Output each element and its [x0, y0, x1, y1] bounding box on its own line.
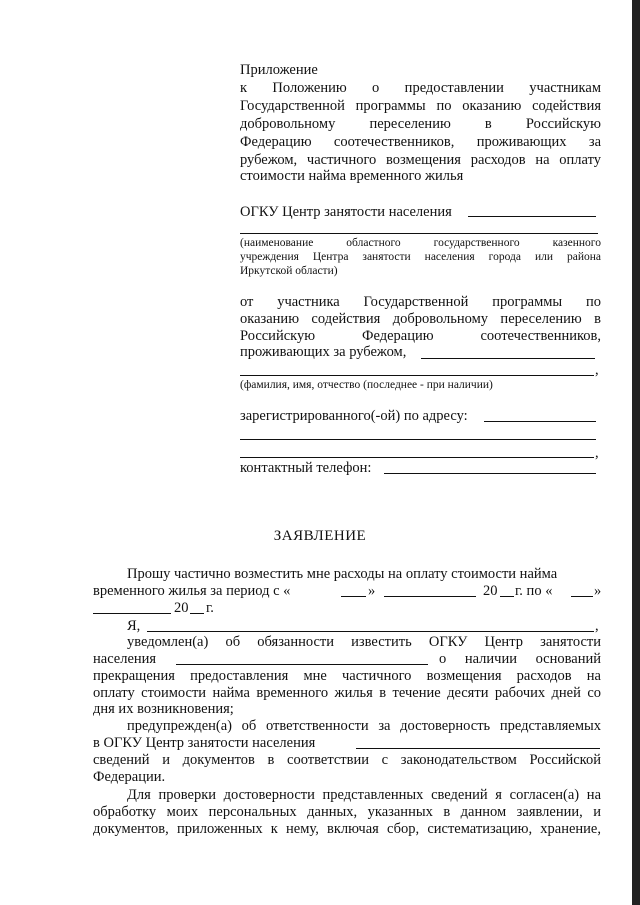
- year-prefix: 20: [483, 583, 498, 599]
- appendix-line: к Положению о предоставлении участникам: [240, 80, 601, 96]
- address-blank-3[interactable]: [240, 457, 594, 458]
- notified-line: оплату стоимости найма временного жилья в течение десяти рабочих дней со: [93, 685, 601, 701]
- center-blank-2[interactable]: [356, 748, 600, 749]
- notified-line: уведомлен(а) об обязанности известить ОГКУ Центр занятости: [127, 634, 601, 650]
- appendix-line: добровольному переселению в Российскую: [240, 116, 601, 132]
- appendix-line: Государственной программы по оказанию содействия: [240, 98, 601, 114]
- addressee-note: Иркутской области): [240, 265, 338, 277]
- document-title: ЗАЯВЛЕНИЕ: [273, 528, 367, 544]
- addressee-note: учреждения Центра занятости населения города или района: [240, 251, 601, 263]
- consent-line: Для проверки достоверности представленных сведений я согласен(а) на: [127, 787, 601, 803]
- address-label: зарегистрированного(-ой) по адресу:: [240, 408, 468, 424]
- warned-line: предупрежден(а) об ответственности за достоверность представляемых: [127, 718, 601, 734]
- addressee-note: (наименование областного государственного казенного: [240, 237, 601, 249]
- phone-blank[interactable]: [384, 473, 596, 474]
- start-day-blank[interactable]: [341, 596, 366, 597]
- fio-comma: ,: [595, 362, 599, 378]
- fio-blank-1[interactable]: [421, 358, 595, 359]
- from-line: проживающих за рубежом,: [240, 344, 407, 360]
- end-day-blank[interactable]: [571, 596, 593, 597]
- quote: »: [368, 583, 376, 599]
- address-blank-1[interactable]: [484, 421, 596, 422]
- i-comma: ,: [595, 618, 599, 634]
- applicant-name-blank[interactable]: [147, 631, 594, 632]
- scan-edge: [632, 0, 640, 905]
- from-line: Российскую Федерацию соотечественников,: [240, 328, 601, 344]
- from-line: от участника Государственной программы по: [240, 294, 601, 310]
- end-year-blank[interactable]: [190, 613, 204, 614]
- address-comma: ,: [595, 445, 599, 461]
- appendix-line: рубежом, частичного возмещения расходов на оплату: [240, 152, 601, 168]
- addressee-blank-2[interactable]: [240, 233, 598, 234]
- warned-line: Федерации.: [93, 769, 166, 785]
- from-line: оказанию содействия добровольному переселению в: [240, 311, 601, 327]
- fio-note: (фамилия, имя, отчество (последнее - при наличии): [240, 379, 493, 391]
- address-blank-2[interactable]: [240, 439, 596, 440]
- request-line: временного жилья за период с «: [93, 583, 291, 599]
- request-line: Прошу частично возместить мне расходы на оплату стоимости найма: [127, 566, 558, 582]
- start-year-blank[interactable]: [500, 596, 514, 597]
- addressee-label: ОГКУ Центр занятости населения: [240, 204, 452, 220]
- consent-line: документов, приложенных к нему, включая сбор, систематизацию, хранение,: [93, 821, 601, 837]
- warned-line: сведений и документов в соответствии с законодательством Российской: [93, 752, 601, 768]
- notified-line: о наличии оснований: [439, 651, 601, 667]
- warned-line: в ОГКУ Центр занятости населения: [93, 735, 316, 751]
- year-prefix: 20: [174, 600, 189, 616]
- end-month-blank[interactable]: [93, 613, 171, 614]
- fio-blank-2[interactable]: [240, 375, 594, 376]
- year-suffix: г.: [206, 600, 214, 616]
- notified-line: дня их возникновения;: [93, 701, 234, 717]
- appendix-line: стоимости найма временного жилья: [240, 168, 464, 184]
- center-blank[interactable]: [176, 664, 428, 665]
- i-label: Я,: [127, 618, 141, 634]
- phone-label: контактный телефон:: [240, 460, 372, 476]
- notified-line: населения: [93, 651, 157, 667]
- consent-line: обработку моих персональных данных, указанных в данном заявлении, и: [93, 804, 601, 820]
- request-line: г. по «: [515, 583, 553, 599]
- notified-line: прекращения предоставления мне частичного возмещения расходов на: [93, 668, 601, 684]
- appendix-heading: Приложение: [240, 62, 318, 78]
- addressee-blank[interactable]: [468, 216, 596, 217]
- appendix-line: Федерацию соотечественников, проживающих за: [240, 134, 601, 150]
- quote: »: [594, 583, 602, 599]
- start-month-blank[interactable]: [384, 596, 476, 597]
